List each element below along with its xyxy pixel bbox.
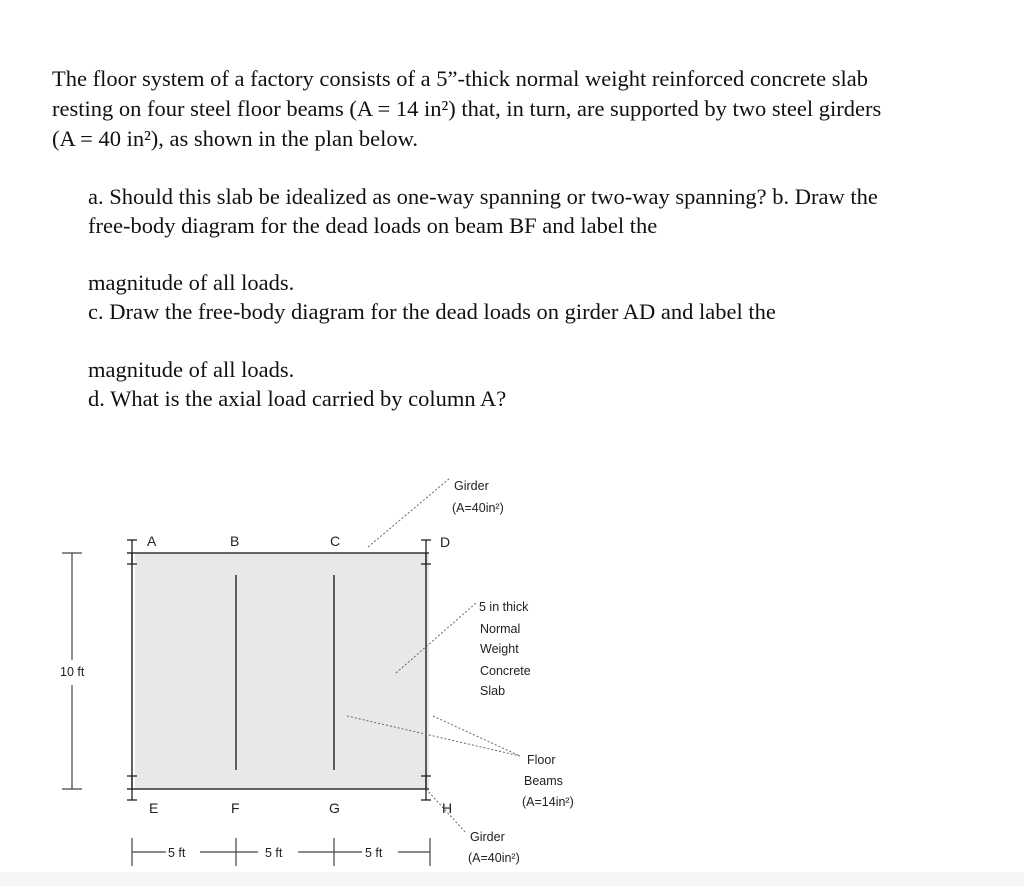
concrete-slab [135, 553, 429, 789]
label-g: G [329, 800, 340, 816]
part-b-end: magnitude of all loads. [88, 270, 295, 295]
slab-label-2: Normal [480, 622, 521, 636]
span-label-3: 5 ft [365, 846, 383, 860]
floor-beams-label-3: (A=14in²) [522, 795, 574, 809]
floor-beams-label-1: Floor [527, 753, 556, 767]
girder-bottom-line2: (A=40in²) [468, 851, 520, 865]
part-b-line: free-body diagram for the dead loads on beam BF and label the [88, 213, 658, 238]
label-b: B [230, 533, 240, 549]
girder-bottom-line1: Girder [470, 830, 505, 844]
label-a: A [147, 533, 157, 549]
slab-label-4: Concrete [480, 664, 531, 678]
slab-label-1: 5 in thick [479, 600, 529, 614]
intro-line-2: resting on four steel floor beams (A = 14 in²) that, in turn, are supported by two steel girders [52, 96, 882, 121]
slab-label-3: Weight [480, 642, 519, 656]
bottom-strip [0, 872, 1024, 886]
span-label-2: 5 ft [265, 846, 283, 860]
label-d: D [440, 534, 451, 550]
intro-line-3: (A = 40 in²), as shown in the plan below. [52, 126, 419, 151]
part-c-line: c. Draw the free-body diagram for the dead loads on girder AD and label the [88, 299, 776, 324]
girder-top-line1: Girder [454, 479, 489, 493]
intro-line-1: The floor system of a factory consists of a 5”-thick normal weight reinforced concrete slab [52, 66, 868, 91]
slab-label-5: Slab [480, 684, 506, 698]
label-e: E [149, 800, 159, 816]
part-d-line: d. What is the axial load carried by column A? [88, 386, 507, 411]
part-a-line-1: a. Should this slab be idealized as one-way spanning or two-way spanning? b. Draw the [88, 184, 878, 209]
span-label-1: 5 ft [168, 846, 186, 860]
floor-beams-label-2: Beams [524, 774, 563, 788]
girder-top-line2: (A=40in²) [452, 501, 504, 515]
label-f: F [231, 800, 240, 816]
label-h: H [442, 800, 453, 816]
label-c: C [330, 533, 341, 549]
part-c-end: magnitude of all loads. [88, 357, 295, 382]
height-label: 10 ft [60, 665, 85, 679]
